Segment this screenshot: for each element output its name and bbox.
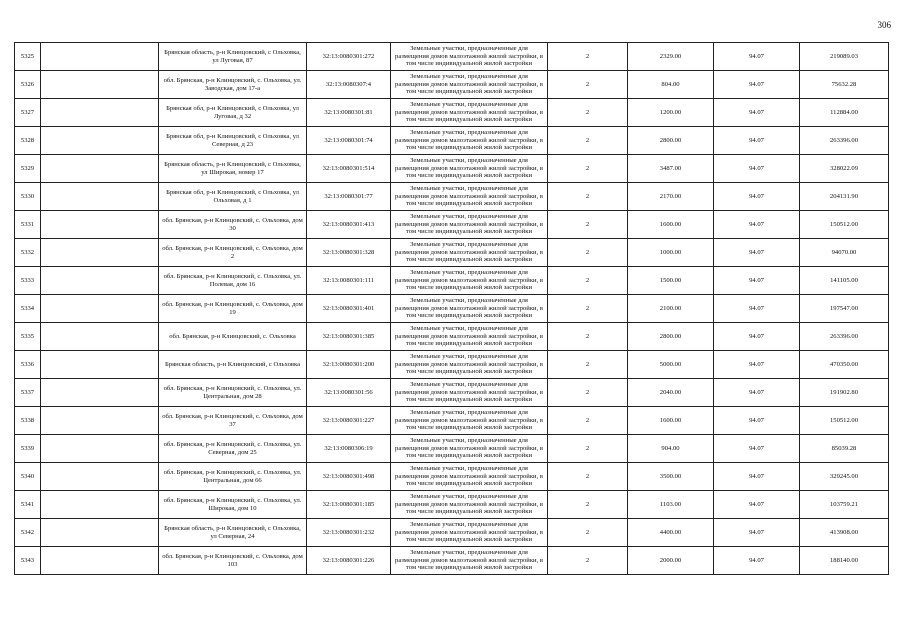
cadastral-number-cell: 32:13:0080301:328 [307,239,391,267]
row-number-cell: 5337 [15,379,41,407]
row-number-cell: 5330 [15,183,41,211]
cadastral-number-cell: 32:13:0080307:4 [307,71,391,99]
area-cell: 2800.00 [628,323,714,351]
table-row [15,155,889,183]
address-cell: обл. Брянская, р-н Клинцовский, с. Ольховка, ул. Заводская, дом 17-а [159,71,307,99]
land-use-cell: Земельные участки, предназначенные для размещения домов малоэтажной жилой застройки, в том числе индивидуальной жилой застройки [391,43,548,71]
cadastral-number-cell: 32:13:0080301:77 [307,183,391,211]
specific-value-cell: 94.07 [714,295,800,323]
specific-value-cell: 94.07 [714,43,800,71]
address-cell: Брянская область, р-н Клинцовский, с Ольховка [159,351,307,379]
land-use-cell: Земельные участки, предназначенные для размещения домов малоэтажной жилой застройки, в том числе индивидуальной жилой застройки [391,71,548,99]
cadastral-value-cell: 263396.00 [800,127,889,155]
area-cell: 3500.00 [628,463,714,491]
cadastral-number-cell: 32:13:0080301:56 [307,379,391,407]
spacer-cell [41,351,159,379]
cadastral-value-cell: 328022.09 [800,155,889,183]
cadastral-value-cell: 141105.00 [800,267,889,295]
cadastral-value-cell: 204131.90 [800,183,889,211]
row-number-cell: 5325 [15,43,41,71]
address-cell: обл. Брянская, р-н Клинцовский, с. Ольховка, ул. Полевая, дом 16 [159,267,307,295]
table-row [15,127,889,155]
table-row [15,43,889,71]
category-cell: 2 [548,239,628,267]
row-number-cell: 5340 [15,463,41,491]
cadastral-number-cell: 32:13:0080301:498 [307,463,391,491]
cadastral-number-cell: 32:13:0080301:232 [307,519,391,547]
area-cell: 5000.00 [628,351,714,379]
land-use-cell: Земельные участки, предназначенные для размещения домов малоэтажной жилой застройки, в том числе индивидуальной жилой застройки [391,491,548,519]
table-row [15,71,889,99]
table-row [15,239,889,267]
cadastral-value-cell: 470350.00 [800,351,889,379]
land-use-cell: Земельные участки, предназначенные для размещения домов малоэтажной жилой застройки, в том числе индивидуальной жилой застройки [391,351,548,379]
specific-value-cell: 94.07 [714,547,800,575]
cadastral-value-cell: 85039.28 [800,435,889,463]
category-cell: 2 [548,435,628,463]
row-number-cell: 5336 [15,351,41,379]
land-use-cell: Земельные участки, предназначенные для размещения домов малоэтажной жилой застройки, в том числе индивидуальной жилой застройки [391,435,548,463]
row-number-cell: 5334 [15,295,41,323]
category-cell: 2 [548,491,628,519]
cadastral-value-cell: 188140.00 [800,547,889,575]
category-cell: 2 [548,71,628,99]
specific-value-cell: 94.07 [714,71,800,99]
cadastral-number-cell: 32:13:0080301:272 [307,43,391,71]
table-row [15,295,889,323]
address-cell: Брянская область, р-н Клинцовский, с Ольховка, ул Северная, 24 [159,519,307,547]
category-cell: 2 [548,351,628,379]
row-number-cell: 5341 [15,491,41,519]
land-use-cell: Земельные участки, предназначенные для размещения домов малоэтажной жилой застройки, в том числе индивидуальной жилой застройки [391,127,548,155]
spacer-cell [41,127,159,155]
spacer-cell [41,267,159,295]
table-row [15,323,889,351]
cadastral-value-cell: 191902.80 [800,379,889,407]
area-cell: 1000.00 [628,239,714,267]
row-number-cell: 5327 [15,99,41,127]
row-number-cell: 5342 [15,519,41,547]
row-number-cell: 5329 [15,155,41,183]
cadastral-value-cell: 329245.00 [800,463,889,491]
table-row [15,351,889,379]
cadastral-number-cell: 32:13:0080301:385 [307,323,391,351]
land-use-cell: Земельные участки, предназначенные для размещения домов малоэтажной жилой застройки, в том числе индивидуальной жилой застройки [391,211,548,239]
row-number-cell: 5339 [15,435,41,463]
cadastral-number-cell: 32:13:0080301:185 [307,491,391,519]
area-cell: 1500.00 [628,267,714,295]
specific-value-cell: 94.07 [714,99,800,127]
spacer-cell [41,295,159,323]
category-cell: 2 [548,547,628,575]
table-row [15,491,889,519]
spacer-cell [41,491,159,519]
address-cell: обл. Брянская, р-н Клинцовский, с. Ольховка, дом 37 [159,407,307,435]
address-cell: обл. Брянская, р-н Клинцовский, с. Ольховка, дом 30 [159,211,307,239]
land-use-cell: Земельные участки, предназначенные для размещения домов малоэтажной жилой застройки, в том числе индивидуальной жилой застройки [391,547,548,575]
category-cell: 2 [548,127,628,155]
table-row [15,211,889,239]
spacer-cell [41,71,159,99]
cadastral-value-cell: 75632.28 [800,71,889,99]
spacer-cell [41,323,159,351]
specific-value-cell: 94.07 [714,519,800,547]
cadastral-value-cell: 94070.00 [800,239,889,267]
address-cell: обл. Брянская, р-н Клинцовский, с. Ольховка, дом 103 [159,547,307,575]
spacer-cell [41,547,159,575]
cadastral-number-cell: 32:13:0080301:227 [307,407,391,435]
spacer-cell [41,435,159,463]
area-cell: 2040.00 [628,379,714,407]
address-cell: обл. Брянская, р-н Клинцовский, с. Ольховка, ул. Широкая, дом 10 [159,491,307,519]
table-row [15,379,889,407]
spacer-cell [41,407,159,435]
page-number: 306 [877,20,891,30]
specific-value-cell: 94.07 [714,211,800,239]
area-cell: 1600.00 [628,211,714,239]
spacer-cell [41,183,159,211]
table-row [15,463,889,491]
table-row [15,267,889,295]
specific-value-cell: 94.07 [714,267,800,295]
cadastral-value-cell: 150512.00 [800,211,889,239]
address-cell: обл. Брянская, р-н Клинцовский, с. Ольховка, дом 19 [159,295,307,323]
land-use-cell: Земельные участки, предназначенные для размещения домов малоэтажной жилой застройки, в том числе индивидуальной жилой застройки [391,239,548,267]
cadastral-value-cell: 413908.00 [800,519,889,547]
category-cell: 2 [548,295,628,323]
cadastral-number-cell: 32:13:0080301:81 [307,99,391,127]
row-number-cell: 5335 [15,323,41,351]
category-cell: 2 [548,267,628,295]
spacer-cell [41,99,159,127]
category-cell: 2 [548,43,628,71]
table-row [15,547,889,575]
specific-value-cell: 94.07 [714,407,800,435]
category-cell: 2 [548,155,628,183]
cadastral-value-cell: 112884.00 [800,99,889,127]
area-cell: 3487.00 [628,155,714,183]
land-use-cell: Земельные участки, предназначенные для размещения домов малоэтажной жилой застройки, в том числе индивидуальной жилой застройки [391,183,548,211]
spacer-cell [41,463,159,491]
area-cell: 2170.00 [628,183,714,211]
specific-value-cell: 94.07 [714,183,800,211]
row-number-cell: 5338 [15,407,41,435]
cadastral-number-cell: 32:13:0080301:200 [307,351,391,379]
spacer-cell [41,43,159,71]
specific-value-cell: 94.07 [714,351,800,379]
spacer-cell [41,155,159,183]
row-number-cell: 5343 [15,547,41,575]
land-use-cell: Земельные участки, предназначенные для размещения домов малоэтажной жилой застройки, в том числе индивидуальной жилой застройки [391,407,548,435]
category-cell: 2 [548,183,628,211]
area-cell: 2000.00 [628,547,714,575]
specific-value-cell: 94.07 [714,491,800,519]
cadastral-value-cell: 263396.00 [800,323,889,351]
specific-value-cell: 94.07 [714,239,800,267]
cadastral-number-cell: 32:13:0080301:74 [307,127,391,155]
address-cell: Брянская обл, р-н Клинцовский, с Ольховка, ул Ольховая, д 1 [159,183,307,211]
spacer-cell [41,379,159,407]
address-cell: обл. Брянская, р-н Клинцовский, с. Ольховка, ул. Северная, дом 25 [159,435,307,463]
row-number-cell: 5326 [15,71,41,99]
area-cell: 2100.00 [628,295,714,323]
registry-table-body [15,43,889,575]
cadastral-value-cell: 150512.00 [800,407,889,435]
specific-value-cell: 94.07 [714,435,800,463]
area-cell: 2800.00 [628,127,714,155]
table-row [15,99,889,127]
category-cell: 2 [548,379,628,407]
land-use-cell: Земельные участки, предназначенные для размещения домов малоэтажной жилой застройки, в том числе индивидуальной жилой застройки [391,463,548,491]
area-cell: 1103.00 [628,491,714,519]
category-cell: 2 [548,323,628,351]
land-use-cell: Земельные участки, предназначенные для размещения домов малоэтажной жилой застройки, в том числе индивидуальной жилой застройки [391,519,548,547]
specific-value-cell: 94.07 [714,379,800,407]
address-cell: Брянская область, р-н Клинцовский, с Ольховка, ул Широкая, номер 17 [159,155,307,183]
table-row [15,407,889,435]
category-cell: 2 [548,211,628,239]
cadastral-number-cell: 32:13:0080306:19 [307,435,391,463]
land-use-cell: Земельные участки, предназначенные для размещения домов малоэтажной жилой застройки, в том числе индивидуальной жилой застройки [391,267,548,295]
area-cell: 4400.00 [628,519,714,547]
area-cell: 804.00 [628,71,714,99]
category-cell: 2 [548,99,628,127]
cadastral-number-cell: 32:13:0080301:413 [307,211,391,239]
category-cell: 2 [548,407,628,435]
category-cell: 2 [548,463,628,491]
land-use-cell: Земельные участки, предназначенные для размещения домов малоэтажной жилой застройки, в том числе индивидуальной жилой застройки [391,379,548,407]
land-use-cell: Земельные участки, предназначенные для размещения домов малоэтажной жилой застройки, в том числе индивидуальной жилой застройки [391,295,548,323]
spacer-cell [41,239,159,267]
spacer-cell [41,519,159,547]
address-cell: обл. Брянская, р-н Клинцовский, с. Ольховка, ул. Центральная, дом 66 [159,463,307,491]
spacer-cell [41,211,159,239]
address-cell: обл. Брянская, р-н Клинцовский, с. Ольховка [159,323,307,351]
area-cell: 1200.00 [628,99,714,127]
area-cell: 2329.00 [628,43,714,71]
land-registry-table [14,42,889,575]
specific-value-cell: 94.07 [714,323,800,351]
cadastral-number-cell: 32:13:0080301:401 [307,295,391,323]
area-cell: 904.00 [628,435,714,463]
table-row [15,435,889,463]
cadastral-number-cell: 32:13:0080301:514 [307,155,391,183]
table-row [15,183,889,211]
specific-value-cell: 94.07 [714,463,800,491]
address-cell: Брянская обл, р-н Клинцовский, с Ольховка, ул Луговая, д 32 [159,99,307,127]
cadastral-value-cell: 103759.21 [800,491,889,519]
table-row [15,519,889,547]
land-use-cell: Земельные участки, предназначенные для размещения домов малоэтажной жилой застройки, в том числе индивидуальной жилой застройки [391,155,548,183]
row-number-cell: 5332 [15,239,41,267]
address-cell: обл. Брянская, р-н Клинцовский, с. Ольховка, дом 2 [159,239,307,267]
land-use-cell: Земельные участки, предназначенные для размещения домов малоэтажной жилой застройки, в том числе индивидуальной жилой застройки [391,323,548,351]
row-number-cell: 5328 [15,127,41,155]
address-cell: обл. Брянская, р-н Клинцовский, с. Ольховка, ул. Центральная, дом 28 [159,379,307,407]
cadastral-value-cell: 197547.00 [800,295,889,323]
cadastral-number-cell: 32:13:0080301:111 [307,267,391,295]
row-number-cell: 5331 [15,211,41,239]
category-cell: 2 [548,519,628,547]
specific-value-cell: 94.07 [714,127,800,155]
row-number-cell: 5333 [15,267,41,295]
specific-value-cell: 94.07 [714,155,800,183]
address-cell: Брянская область, р-н Клинцовский, с Ольховка, ул Луговая, 87 [159,43,307,71]
land-use-cell: Земельные участки, предназначенные для размещения домов малоэтажной жилой застройки, в том числе индивидуальной жилой застройки [391,99,548,127]
area-cell: 1600.00 [628,407,714,435]
cadastral-number-cell: 32:13:0080301:226 [307,547,391,575]
cadastral-value-cell: 219089.03 [800,43,889,71]
address-cell: Брянская обл, р-н Клинцовский, с Ольховка, ул Северная, д 23 [159,127,307,155]
